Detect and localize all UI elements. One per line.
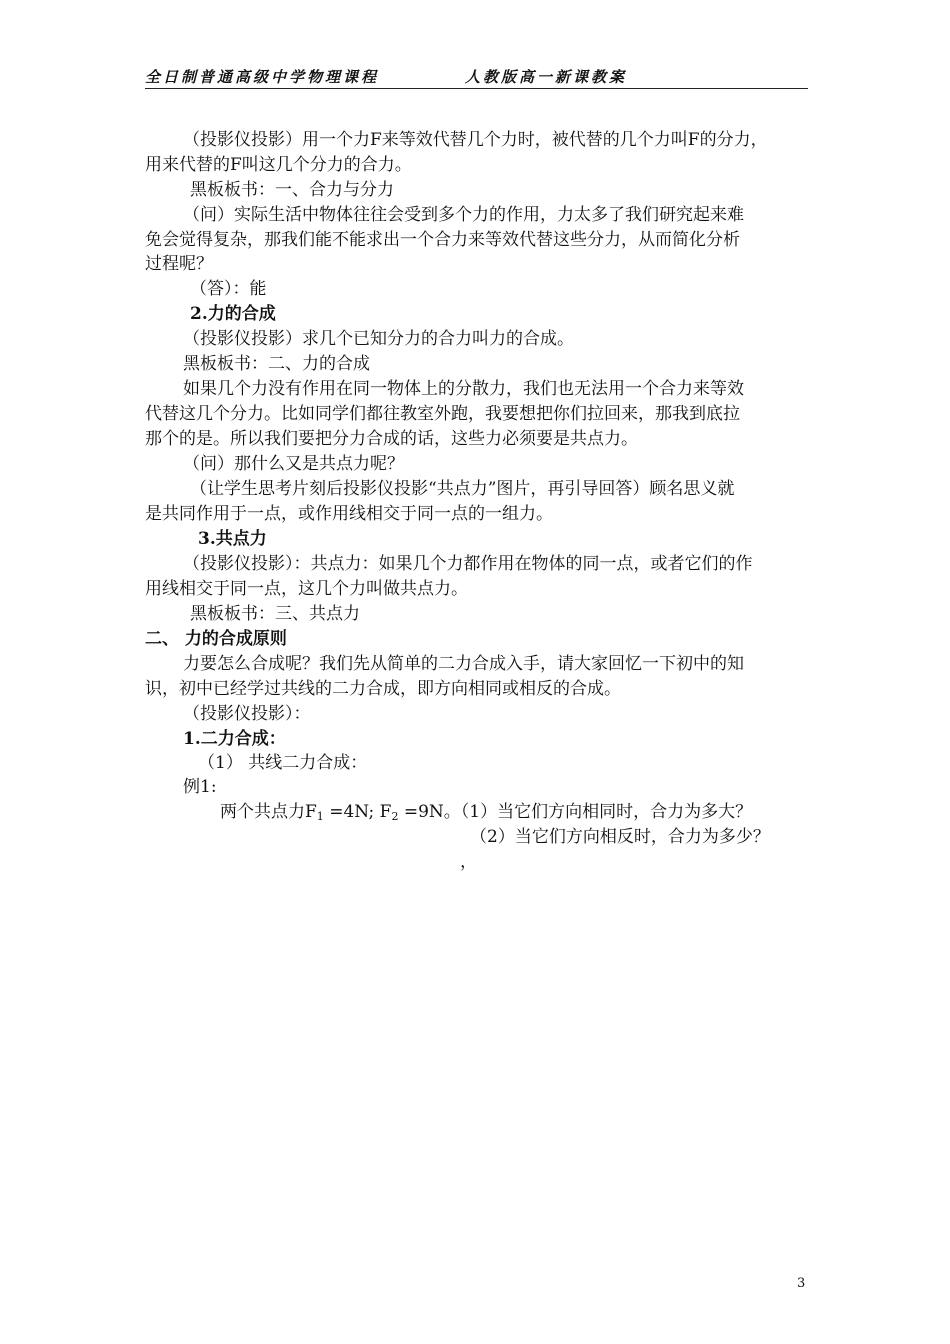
example-text: 两个共点力F — [220, 802, 317, 822]
paragraph-line: 识，初中已经学过共线的二力合成，即方向相同或相反的合成。 — [145, 679, 621, 699]
example-text: =4N; F — [323, 802, 392, 822]
paragraph-line: （投影仪投影）求几个已知分力的合力叫力的合成。 — [183, 329, 574, 349]
blackboard-note: 黑板板书：二、力的合成 — [183, 354, 370, 374]
header-edition-title: 人教版高一新课教案 — [465, 68, 628, 86]
paragraph-line: 那个的是。所以我们要把分力合成的话，这些力必须要是共点力。 — [145, 429, 638, 449]
paragraph-line: （问）那什么又是共点力呢？ — [183, 454, 404, 474]
example-question-2: （2）当它们方向相反时，合力为多少？ — [470, 827, 770, 847]
section-heading: 2.力的合成 — [190, 304, 276, 324]
paragraph-line: 是共同作用于一点，或作用线相交于同一点的一组力。 — [145, 504, 553, 524]
paragraph-line: 过程呢？ — [145, 254, 213, 274]
paragraph-line: （投影仪投影）： — [183, 704, 311, 724]
paragraph-line: 如果几个力没有作用在同一物体上的分散力，我们也无法用一个合力来等效 — [183, 379, 744, 399]
blackboard-note: 黑板板书：一、合力与分力 — [190, 180, 394, 200]
header-course-title: 全日制普通高级中学物理课程 — [145, 68, 380, 86]
paragraph-line: （投影仪投影）：共点力：如果几个力都作用在物体的同一点，或者它们的作 — [183, 554, 753, 574]
section-heading: 1.二力合成： — [183, 729, 286, 749]
blackboard-note: 黑板板书：三、共点力 — [190, 604, 360, 624]
paragraph-line: 用来代替的F叫这几个分力的合力。 — [145, 155, 412, 175]
paragraph-line: （投影仪投影）用一个力F来等效代替几个力时，被代替的几个力叫F的分力， — [183, 130, 768, 150]
paragraph-line: （问）实际生活中物体往往会受到多个力的作用，力太多了我们研究起来难 — [183, 205, 744, 225]
paragraph-line: 用线相交于同一点，这几个力叫做共点力。 — [145, 579, 468, 599]
subscript: 2 — [391, 810, 399, 823]
stray-mark: ， — [460, 852, 477, 872]
section-heading: 3.共点力 — [198, 529, 267, 549]
example-label: 例1: — [183, 777, 217, 797]
paragraph-line: 代替这几个分力。比如同学们都往教室外跑，我要想把你们拉回来，那我到底拉 — [145, 404, 740, 424]
page-header — [145, 66, 808, 89]
chapter-heading: 二、 力的合成原则 — [145, 629, 287, 649]
paragraph-line: 免会觉得复杂，那我们能不能求出一个合力来等效代替这些分力，从而简化分析 — [145, 230, 740, 250]
subscript: 1 — [316, 810, 324, 823]
paragraph-line: （让学生思考片刻后投影仪投影“共点力”图片，再引导回答）顾名思义就 — [190, 479, 735, 499]
paragraph-line: （答）：能 — [190, 279, 267, 299]
subsection-label: （1） 共线二力合成： — [198, 753, 368, 773]
page-number: 3 — [797, 1276, 806, 1291]
paragraph-line: 力要怎么合成呢？我们先从简单的二力合成入手，请大家回忆一下初中的知 — [183, 654, 744, 674]
example-text: =9N。（1）当它们方向相同时，合力为多大？ — [398, 802, 753, 822]
